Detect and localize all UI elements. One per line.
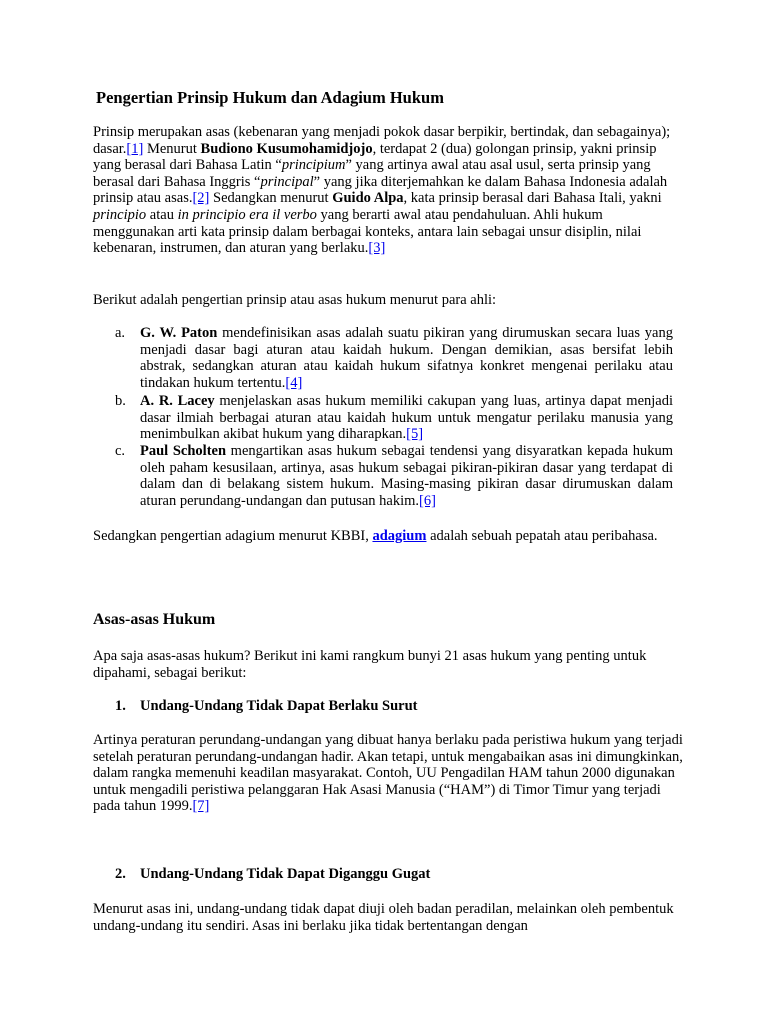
section-intro: Apa saja asas-asas hukum? Berikut ini kami rangkum bunyi 21 asas hukum yang penting untuk dipahami, sebagai berikut: xyxy=(93,648,647,681)
list-item-paton: G. W. Paton mendefinisikan asas adalah suatu pikiran yang dirumuskan secara luas yang menjadi dasar bagi aturan atau kaidah hukum. Dengan demikian, asas bersifat lebih abstrak, sedangkan aturan atau kaidah hukum sifatnya konkret mengenai perilaku atau tindakan hukum tertentu.[4] xyxy=(140,325,673,391)
term-principium: principium xyxy=(281,157,346,174)
principle-number-1: 1. xyxy=(115,698,126,714)
author-budiono: Budiono Kusumohamidjojo xyxy=(200,140,373,157)
principle-number-2: 2. xyxy=(115,866,126,882)
term-principio: principio xyxy=(93,206,147,223)
footnote-link-6[interactable]: [6] xyxy=(419,492,436,509)
intro-paragraph: Prinsip merupakan asas (kebenaran yang menjadi pokok dasar berpikir, bertindak, dan sebagainya); dasar.[1] Menurut Budiono Kusumohamidjojo, terdapat 2 (dua) golongan prinsip, yakni prinsip yang berasal dari Bahasa Latin “principium” yang artinya awal atau asal usul, serta prinsip yang berasal dari Bahasa Inggris “principal” yang jika diterjemahkan ke dalam Bahasa Indonesia adalah prinsip atau asas.[2] Sedangkan menurut Guido Alpa, kata prinsip berasal dari Bahasa Itali, yakni principio atau in principio era il verbo yang berarti awal atau pendahuluan. Ahli hukum menggunakan arti kata prinsip dalam berbagai konteks, antara lain sebagai unsur disiplin, nilai kebenaran, instrumen, dan aturan yang berlaku.[3] xyxy=(93,124,671,257)
footnote-link-4[interactable]: [4] xyxy=(285,374,303,391)
footnote-link-1[interactable]: [1] xyxy=(126,140,144,157)
list-marker-c: c. xyxy=(115,443,126,459)
list-item-scholten: Paul Scholten mengartikan asas hukum sebagai tendensi yang disyaratkan kepada hukum oleh paham kesusilaan, artinya, asas hukum sebagai pikiran-pikiran dasar yang terdapat di dalam dan di belakang sistem hukum. Masing-masing pikiran dasar dirumuskan dalam aturan perundang-undangan dan putusan hakim.[6] xyxy=(140,443,673,509)
page-title: Pengertian Prinsip Hukum dan Adagium Hukum xyxy=(96,88,444,107)
adagium-paragraph: Sedangkan pengertian adagium menurut KBBI, adagium adalah sebuah pepatah atau peribahasa. xyxy=(93,528,658,544)
list-marker-a: a. xyxy=(115,325,126,341)
adagium-link[interactable]: adagium xyxy=(372,528,427,544)
principle-heading-2: Undang-Undang Tidak Dapat Diganggu Gugat xyxy=(140,866,431,882)
term-in-principio: in principio era il verbo xyxy=(177,206,317,223)
section-title-asas-hukum: Asas-asas Hukum xyxy=(93,611,216,628)
principle-heading-1: Undang-Undang Tidak Dapat Berlaku Surut xyxy=(140,698,418,714)
principle-body-1: Artinya peraturan perundang-undangan yang dibuat hanya berlaku pada peristiwa hukum yang terjadi setelah peraturan perundang-undangan hadir. Akan tetapi, untuk mengabaikan asas ini dimungkinkan, dalam rangka memenuhi keadilan masyarakat. Contoh, UU Pengadilan HAM tahun 2000 digunakan untuk mengadili peristiwa pelanggaran Hak Asasi Manusia (“HAM”) di Timor Timur yang terjadi pada tahun 1999.[7] xyxy=(93,732,683,815)
list-marker-b: b. xyxy=(115,393,126,409)
footnote-link-2[interactable]: [2] xyxy=(192,190,210,207)
experts-intro: Berikut adalah pengertian prinsip atau asas hukum menurut para ahli: xyxy=(93,292,497,308)
footnote-link-7[interactable]: [7] xyxy=(192,798,210,815)
footnote-link-3[interactable]: [3] xyxy=(368,240,386,257)
list-item-lacey: A. R. Lacey menjelaskan asas hukum memiliki cakupan yang luas, artinya dapat menjadi dasar ilmiah berbagai aturan atau kaidah hukum untuk mengatur perilaku manusia yang menimbulkan akibat hukum yang diharapkan.[5] xyxy=(140,393,673,443)
principle-body-2: Menurut asas ini, undang-undang tidak dapat diuji oleh badan peradilan, melainkan oleh pembentuk undang-undang itu sendiri. Asas ini berlaku jika tidak bertentangan dengan xyxy=(93,901,674,934)
author-guido-alpa: Guido Alpa xyxy=(332,190,404,207)
footnote-link-5[interactable]: [5] xyxy=(406,426,424,443)
term-principal: principal xyxy=(260,173,314,190)
